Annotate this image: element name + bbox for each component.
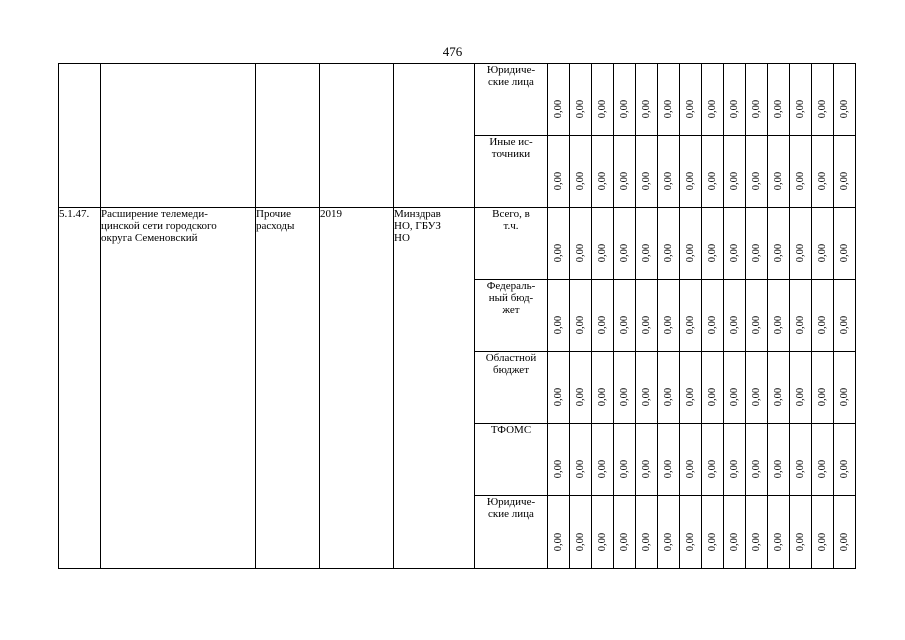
value-text: 0,00 xyxy=(772,387,784,407)
value-text: 0,00 xyxy=(574,315,586,335)
value-text: 0,00 xyxy=(640,243,652,263)
value-cell xyxy=(834,496,856,569)
value-text: 0,00 xyxy=(662,243,674,263)
prev-name-cell xyxy=(101,64,256,208)
expense-type-cell-text: Прочие расходы xyxy=(256,208,295,232)
value-cell xyxy=(636,64,658,136)
value-text: 0,00 xyxy=(772,532,784,552)
value-text: 0,00 xyxy=(728,532,740,552)
value-text: 0,00 xyxy=(706,532,718,552)
value-text: 0,00 xyxy=(684,387,696,407)
value-text: 0,00 xyxy=(750,532,762,552)
value-cell xyxy=(548,136,570,208)
value-text: 0,00 xyxy=(794,315,806,335)
value-text: 0,00 xyxy=(640,459,652,479)
value-text: 0,00 xyxy=(838,99,850,119)
value-cell xyxy=(658,424,680,496)
value-text: 0,00 xyxy=(684,243,696,263)
value-cell xyxy=(746,424,768,496)
source-cell xyxy=(475,424,548,496)
value-cell xyxy=(548,424,570,496)
value-text: 0,00 xyxy=(750,459,762,479)
value-text: 0,00 xyxy=(838,387,850,407)
value-text: 0,00 xyxy=(552,387,564,407)
value-cell xyxy=(724,496,746,569)
value-cell xyxy=(724,352,746,424)
value-cell xyxy=(614,424,636,496)
value-text: 0,00 xyxy=(618,171,630,191)
value-cell xyxy=(636,136,658,208)
value-text: 0,00 xyxy=(552,315,564,335)
item-number-cell-text: 5.1.47. xyxy=(59,208,90,220)
value-cell xyxy=(724,424,746,496)
value-text: 0,00 xyxy=(706,459,718,479)
value-text: 0,00 xyxy=(574,459,586,479)
value-text: 0,00 xyxy=(750,387,762,407)
value-cell xyxy=(570,424,592,496)
value-cell xyxy=(592,64,614,136)
value-text: 0,00 xyxy=(662,99,674,119)
executor-cell-text: Минздрав НО, ГБУЗ НО xyxy=(394,208,441,244)
value-cell xyxy=(834,208,856,280)
value-cell xyxy=(570,136,592,208)
value-cell xyxy=(790,496,812,569)
value-text: 0,00 xyxy=(640,171,652,191)
value-cell xyxy=(746,64,768,136)
value-cell xyxy=(812,136,834,208)
value-cell xyxy=(746,496,768,569)
value-cell xyxy=(702,352,724,424)
value-text: 0,00 xyxy=(596,243,608,263)
value-text: 0,00 xyxy=(684,315,696,335)
value-cell xyxy=(746,208,768,280)
value-cell xyxy=(614,496,636,569)
value-text: 0,00 xyxy=(618,315,630,335)
value-text: 0,00 xyxy=(618,387,630,407)
value-text: 0,00 xyxy=(728,387,740,407)
item-name-cell-text: Расширение телемеди- цинской сети городского округа Семеновский xyxy=(101,208,217,244)
value-cell xyxy=(658,64,680,136)
prev-number-cell xyxy=(59,64,101,208)
value-text: 0,00 xyxy=(596,459,608,479)
value-text: 0,00 xyxy=(728,171,740,191)
value-text: 0,00 xyxy=(794,99,806,119)
value-cell xyxy=(548,352,570,424)
value-cell xyxy=(812,64,834,136)
value-text: 0,00 xyxy=(838,532,850,552)
value-text: 0,00 xyxy=(574,171,586,191)
value-text: 0,00 xyxy=(640,99,652,119)
value-text: 0,00 xyxy=(772,243,784,263)
value-cell xyxy=(768,496,790,569)
value-text: 0,00 xyxy=(706,387,718,407)
prev-executor-cell xyxy=(394,64,475,208)
funding-table xyxy=(58,63,905,569)
value-text: 0,00 xyxy=(816,171,828,191)
value-cell xyxy=(636,352,658,424)
value-text: 0,00 xyxy=(794,532,806,552)
value-text: 0,00 xyxy=(750,99,762,119)
prev-year-cell xyxy=(320,64,394,208)
value-text: 0,00 xyxy=(640,315,652,335)
value-text: 0,00 xyxy=(552,171,564,191)
value-cell xyxy=(570,280,592,352)
value-cell xyxy=(702,136,724,208)
value-text: 0,00 xyxy=(838,315,850,335)
value-cell xyxy=(702,64,724,136)
item-name-cell xyxy=(101,208,256,569)
source-cell xyxy=(475,208,548,280)
source-cell-text: Юридиче- ские лица xyxy=(486,64,536,88)
value-text: 0,00 xyxy=(552,243,564,263)
value-cell xyxy=(790,280,812,352)
value-text: 0,00 xyxy=(596,387,608,407)
value-text: 0,00 xyxy=(816,459,828,479)
value-cell xyxy=(790,64,812,136)
value-cell xyxy=(614,352,636,424)
value-cell xyxy=(724,208,746,280)
prev-expense-type-cell xyxy=(256,64,320,208)
value-cell xyxy=(614,208,636,280)
source-cell-text: Юридиче- ские лица xyxy=(486,496,536,520)
source-cell-text: Федераль- ный бюд- жет xyxy=(486,280,536,316)
value-text: 0,00 xyxy=(684,532,696,552)
value-text: 0,00 xyxy=(728,459,740,479)
source-cell xyxy=(475,280,548,352)
value-text: 0,00 xyxy=(684,171,696,191)
value-cell xyxy=(636,280,658,352)
value-cell xyxy=(658,136,680,208)
value-text: 0,00 xyxy=(618,99,630,119)
table-row xyxy=(59,64,905,136)
value-cell xyxy=(724,136,746,208)
value-text: 0,00 xyxy=(662,315,674,335)
table-row xyxy=(59,208,905,280)
expense-type-cell xyxy=(256,208,320,569)
value-text: 0,00 xyxy=(794,459,806,479)
item-number-cell xyxy=(59,208,101,569)
value-text: 0,00 xyxy=(706,99,718,119)
value-cell xyxy=(614,136,636,208)
value-cell xyxy=(592,424,614,496)
executor-cell xyxy=(394,208,475,569)
value-text: 0,00 xyxy=(750,243,762,263)
value-cell xyxy=(570,496,592,569)
value-cell xyxy=(768,64,790,136)
value-cell xyxy=(746,136,768,208)
value-cell xyxy=(812,424,834,496)
source-cell xyxy=(475,496,548,569)
value-text: 0,00 xyxy=(794,171,806,191)
value-cell xyxy=(768,424,790,496)
value-text: 0,00 xyxy=(552,99,564,119)
value-text: 0,00 xyxy=(574,243,586,263)
source-cell xyxy=(475,352,548,424)
value-text: 0,00 xyxy=(574,387,586,407)
value-text: 0,00 xyxy=(750,171,762,191)
value-text: 0,00 xyxy=(596,171,608,191)
value-cell xyxy=(812,208,834,280)
value-cell xyxy=(592,352,614,424)
source-cell xyxy=(475,136,548,208)
value-text: 0,00 xyxy=(706,171,718,191)
value-cell xyxy=(680,496,702,569)
year-cell xyxy=(320,208,394,569)
value-text: 0,00 xyxy=(838,171,850,191)
value-cell xyxy=(834,352,856,424)
value-cell xyxy=(768,208,790,280)
value-text: 0,00 xyxy=(618,459,630,479)
value-cell xyxy=(702,208,724,280)
source-cell-text: Иные ис- точники xyxy=(489,136,533,160)
value-text: 0,00 xyxy=(750,315,762,335)
value-text: 0,00 xyxy=(662,171,674,191)
value-cell xyxy=(834,136,856,208)
value-text: 0,00 xyxy=(772,315,784,335)
value-text: 0,00 xyxy=(662,532,674,552)
value-cell xyxy=(614,64,636,136)
value-cell xyxy=(636,208,658,280)
value-cell xyxy=(570,352,592,424)
value-cell xyxy=(592,208,614,280)
value-cell xyxy=(812,280,834,352)
value-cell xyxy=(680,280,702,352)
value-text: 0,00 xyxy=(772,171,784,191)
value-cell xyxy=(680,64,702,136)
value-text: 0,00 xyxy=(552,459,564,479)
value-cell xyxy=(548,64,570,136)
value-text: 0,00 xyxy=(596,315,608,335)
value-cell xyxy=(768,280,790,352)
value-text: 0,00 xyxy=(794,243,806,263)
source-cell-text: Всего, в т.ч. xyxy=(492,208,530,232)
value-cell xyxy=(834,424,856,496)
value-text: 0,00 xyxy=(728,315,740,335)
value-text: 0,00 xyxy=(684,459,696,479)
value-cell xyxy=(724,64,746,136)
value-cell xyxy=(658,496,680,569)
value-text: 0,00 xyxy=(816,243,828,263)
value-text: 0,00 xyxy=(816,387,828,407)
value-cell xyxy=(790,136,812,208)
value-text: 0,00 xyxy=(772,99,784,119)
value-text: 0,00 xyxy=(596,532,608,552)
value-text: 0,00 xyxy=(772,459,784,479)
value-text: 0,00 xyxy=(706,243,718,263)
value-text: 0,00 xyxy=(728,99,740,119)
source-cell-text: ТФОМС xyxy=(490,424,532,436)
source-cell xyxy=(475,64,548,136)
value-text: 0,00 xyxy=(640,532,652,552)
value-cell xyxy=(680,424,702,496)
value-text: 0,00 xyxy=(662,387,674,407)
value-cell xyxy=(658,280,680,352)
value-cell xyxy=(548,496,570,569)
value-cell xyxy=(570,208,592,280)
value-cell xyxy=(746,280,768,352)
value-cell xyxy=(658,208,680,280)
source-cell-text: Областной бюджет xyxy=(485,352,537,376)
value-text: 0,00 xyxy=(816,99,828,119)
value-cell xyxy=(680,208,702,280)
value-cell xyxy=(592,496,614,569)
value-cell xyxy=(834,64,856,136)
value-cell xyxy=(570,64,592,136)
value-text: 0,00 xyxy=(728,243,740,263)
year-cell-text: 2019 xyxy=(320,208,342,220)
value-text: 0,00 xyxy=(596,99,608,119)
value-cell xyxy=(636,424,658,496)
value-text: 0,00 xyxy=(574,532,586,552)
value-text: 0,00 xyxy=(838,243,850,263)
value-text: 0,00 xyxy=(794,387,806,407)
value-text: 0,00 xyxy=(816,532,828,552)
page-number: 476 xyxy=(442,44,463,59)
value-text: 0,00 xyxy=(684,99,696,119)
value-cell xyxy=(658,352,680,424)
value-cell xyxy=(680,352,702,424)
value-cell xyxy=(592,136,614,208)
value-cell xyxy=(592,280,614,352)
value-cell xyxy=(834,280,856,352)
value-text: 0,00 xyxy=(816,315,828,335)
value-text: 0,00 xyxy=(838,459,850,479)
value-text: 0,00 xyxy=(618,532,630,552)
value-cell xyxy=(746,352,768,424)
value-cell xyxy=(812,496,834,569)
value-cell xyxy=(768,352,790,424)
value-text: 0,00 xyxy=(552,532,564,552)
value-cell xyxy=(790,424,812,496)
value-text: 0,00 xyxy=(574,99,586,119)
value-cell xyxy=(636,496,658,569)
value-cell xyxy=(790,352,812,424)
value-text: 0,00 xyxy=(640,387,652,407)
value-cell xyxy=(768,136,790,208)
value-text: 0,00 xyxy=(662,459,674,479)
value-cell xyxy=(614,280,636,352)
value-cell xyxy=(548,208,570,280)
value-cell xyxy=(702,280,724,352)
value-text: 0,00 xyxy=(618,243,630,263)
value-cell xyxy=(812,352,834,424)
value-cell xyxy=(680,136,702,208)
value-cell xyxy=(724,280,746,352)
value-cell xyxy=(702,496,724,569)
value-cell xyxy=(702,424,724,496)
value-text: 0,00 xyxy=(706,315,718,335)
value-cell xyxy=(790,208,812,280)
value-cell xyxy=(548,280,570,352)
